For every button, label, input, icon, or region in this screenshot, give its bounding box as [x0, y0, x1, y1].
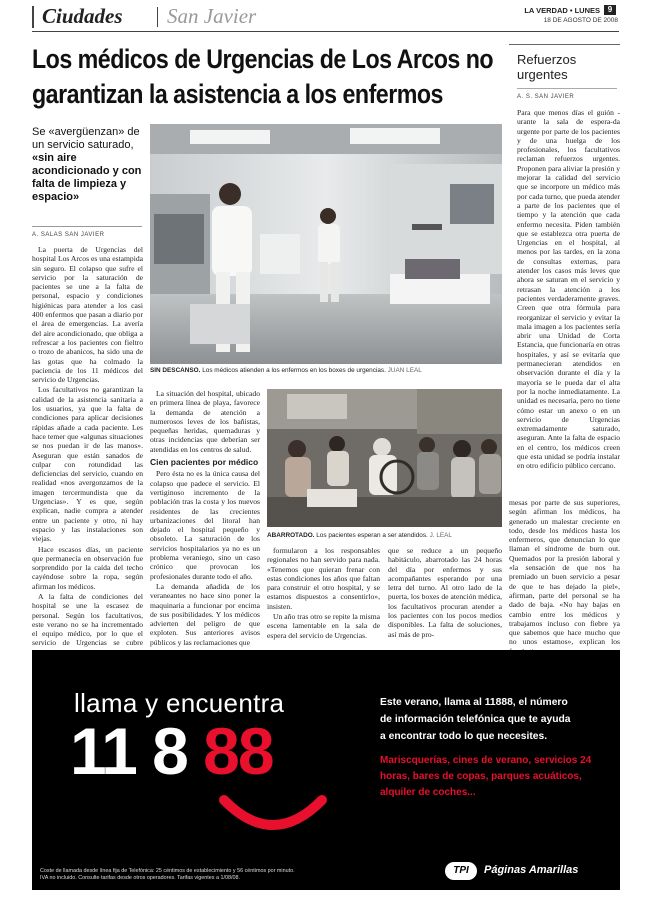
photo1-caption [150, 367, 502, 374]
sidebar-text [517, 108, 620, 498]
paragraph: Un año tras otro se repite la misma escena lamentable en la sala de espera del servicio de Urgencias. [267, 612, 380, 640]
photo2-caption [267, 532, 502, 539]
subhead: Cien pacientes por médico [150, 457, 259, 468]
paragraph: Pero ésta no es la única causa del colapso que padece el servicio. El vertiginoso incremento de la población tras la costa y los nuevos residentes de las crecientes urbanizaciones del litoral han dejado el hospital pequeño y obsoleto. La saturación de los servicios hospitalarios ya no es un problema veraniego, sino un caso crónico que provocan los profesionales durante todo el año. [150, 469, 260, 581]
brand-name: Páginas Amarillas [484, 864, 579, 876]
ad-headline: llama y encuentra [74, 688, 285, 718]
photo1-caption-text: Los médicos atienden a los enfermos en los boxes de urgencias. [202, 367, 386, 374]
article-byline: A. SALAS SAN JAVIER [32, 232, 105, 238]
subtitle-part-1: Se «avergüenzan» de un servicio saturado, [32, 126, 140, 151]
page-number: 9 [604, 5, 616, 15]
advertisement [32, 650, 620, 890]
header-rule [32, 31, 619, 32]
column-4 [388, 546, 502, 639]
ad-text [380, 694, 616, 745]
issue-date: 18 DE AGOSTO DE 2008 [543, 17, 618, 24]
ad-number-white: 11 8 [70, 714, 187, 788]
byline-rule [32, 226, 142, 227]
photo2-caption-text: Los pacientes esperan a ser atendidos. [316, 532, 428, 539]
paragraph: La situación del hospital, ubicado en primera línea de playa, favorece la demanda de atención a numerosos leves de los bañistas, pequeñas heridas, quemaduras y otras incidencias que deberían ser atendidas en los centros de salud. [150, 389, 260, 454]
tpi-logo: TPI [445, 862, 477, 880]
hospital-boxes-illustration [150, 124, 502, 364]
paragraph: A la falta de condiciones del hospital se une la escasez de personal. Según los facultativos, este verano no se ha incrementado el equipo médico, por lo que el servicio de Urgencias se cubre [32, 591, 143, 648]
column-3 [267, 546, 380, 640]
photo2-credit: J. LEAL [429, 532, 452, 539]
ad-text-line-3: a encontrar todo lo que necesites. [380, 731, 548, 742]
photo1-caption-label: SIN DESCANSO. [150, 367, 201, 374]
photo2-caption-label: ABARROTADO. [267, 532, 315, 539]
paper-name: LA VERDAD • LUNES [524, 6, 600, 15]
ad-red-line-3: alquiler de coches... [380, 787, 476, 798]
paragraph: formularon a los responsables regionales no han servido para nada. «Tenemos que quieran frenar con estas condiciones los años que faltan para construir el otro hospital, y se estamos dispuestos a consentirlo», insisten. [267, 546, 380, 611]
paragraph: Los facultativos no garantizan la calidad de la asistencia sanitaria a los usuarios, ya que la falta de condiciones para aplicar decisiones rápidas añade a cada paciente. Les hace temer que «algunas situaciones se nos puedan ir de las manos». Aseguran que están sanados de culpar con rotundidad las deficiencias del servicio, cuando en realidad «nos avergonzamos de la imagen tercermundista que da Urgencias». Y es que, según explican, nadie compra a atender entre un paciente y otro, ni hay espacio y las instalaciones son viejas. [32, 385, 143, 544]
header-separator [157, 7, 158, 27]
sidebar-title [517, 52, 576, 82]
paragraph: mesas por parte de sus superiores, según afirman los médicos, ha generado un malestar creciente en todo, desde los médicos hasta los enfermeros, que denuncian lo que llaman el síndrome de burn out. Quemados por la presión laboral y «la sensación de que nos ha premiado un buen servicio a pesar de que te has dejado la piel», afirman, parte del personal se ha dado de baja. «No hay bajas en cambio entre los médicos y trabajamos incluso con fiebre ya que sabemos que hace mucho que no unos estamos», explican los [509, 498, 620, 647]
header-left-bar [32, 6, 34, 28]
ad-number [70, 716, 273, 786]
sidebar-byline-rule [517, 88, 617, 89]
ad-fine-print [40, 868, 420, 882]
waiting-room-illustration [267, 389, 502, 527]
paragraph: Hace escasos días, un paciente que permanecía en observación fue sorprendido por la caída del techo cayéndose sobre la ropa, según afirman los médicos. [32, 544, 143, 591]
waiting-room-photo [267, 389, 502, 527]
paragraph: La demanda añadida de los veraneantes no hace sino poner la maquinaria a funcionar por encima de sus posibilidades. Y los médicos advierten del peligro de que exploten. Sus anteriores avisos públicos y las reclamaciones que [150, 581, 260, 647]
column-2 [150, 389, 260, 647]
paragraph: Para que menos días el guión -urante la sala de espera-da urgente por parte de los pacientes y de una huelga de los profesionales, los facultativos reclaman refuerzos urgentes. Proponen para aliviar la presión y mejorar la calidad del servicio que se incorpore un médico más por cada turno, que pueda atender a parte de los pacientes que el tiempo y la atención que cada enfermo necesita. Piden también que se establezca otra puerta de Urgencias en el hospital, al menos por las tardes, en la zona de consultas externas, para atender los casos más leves que ahora se saturan en el servicio y retrasan la atención a los pacientes verdaderamente graves. Creen que otra fórmula para reorganizar el servicio y evitar la mala imagen a los pacientes sería abrir una Unidad de Corta Estancia, que funcionaría en otras hospitales, y así se evitaría que permanecieran atendidos en observación durante el día y la mayoría se le pueda dar el alta por la noche inmediatamente. La unidad es necesaria, pero no tiene cómo estar un anexo o en un servicio de Urgencias extremadamente saturado, aseguran. Ante la falta de espacio en el centro, los médicos creen que esta unidad se podría instalar en otro edificio público cercano. [517, 108, 620, 471]
ad-red-line-1: Mariscquerías, cines de verano, servicios 24 [380, 755, 592, 766]
paragraph: La puerta de Urgencias del hospital Los Arcos es una estampida sin seguro. El colapso que sufre el servicio por la saturación de pacientes se une a la falta de personal, espacio y condiciones higiénicas para atender a los casi 400 enfermos que pasan a diario por el área de emergencias. La avería del aire acondicionado, que obliga a refrescar a los pacientes con fieltro o trozo de abanicos, ha sido una de las gotas que ha colmado la paciencia de los 11 médicos del servicio de Urgencias. [32, 245, 143, 385]
sidebar-title-line-1: Refuerzos [517, 52, 577, 67]
ad-fine-print-2: IVA no incluido. Consulte tarifas desde otros operadores. Tarifas vigentes a 1/08/08. [40, 875, 240, 881]
sidebar-title-line-2: urgentes [517, 67, 568, 82]
ad-red-line-2: horas, bares de copas, parques acuáticos, [380, 771, 582, 782]
ad-red-text [380, 753, 616, 801]
headline-line-1: Los médicos de Urgencias de Los Arcos no [32, 44, 494, 74]
smile-icon [218, 790, 328, 840]
subtitle-part-2: «sin aire acondicionado y con falta de limpieza y espacio» [32, 152, 142, 203]
subtitle [32, 126, 142, 204]
ad-fine-print-1: Coste de llamada desde línea fija de Telefónica: 25 céntimos de establecimiento y 56 céntimos por minuto. [40, 868, 295, 874]
ad-text-line-1: Este verano, llama al 11888, el número [380, 697, 568, 708]
ad-number-red: 88 [203, 714, 273, 788]
ad-text-line-2: de información telefónica que te ayuda [380, 714, 571, 725]
headline-line-2: garantizan la asistencia a los enfermos [32, 79, 443, 109]
column-1 [32, 245, 143, 648]
column-5 [509, 498, 620, 647]
photo1-credit: JUAN LEAL [387, 367, 422, 374]
section-title: Ciudades [42, 4, 123, 28]
hospital-boxes-photo [150, 124, 502, 364]
paragraph: que se reduce a un pequeño habitáculo, abarrotado las 24 horas del día por enfermos y sus acompañantes esperando por una letra del turno. Al otro lado de la puerta, los boxes de atención médica, los facultativos procuran atender a los pacientes con los pocos medios disponibles. La falta de soluciones, así más de pro- [388, 546, 502, 639]
subsection-title: San Javier [167, 4, 257, 28]
sidebar-byline: A. S. SAN JAVIER [517, 94, 575, 100]
